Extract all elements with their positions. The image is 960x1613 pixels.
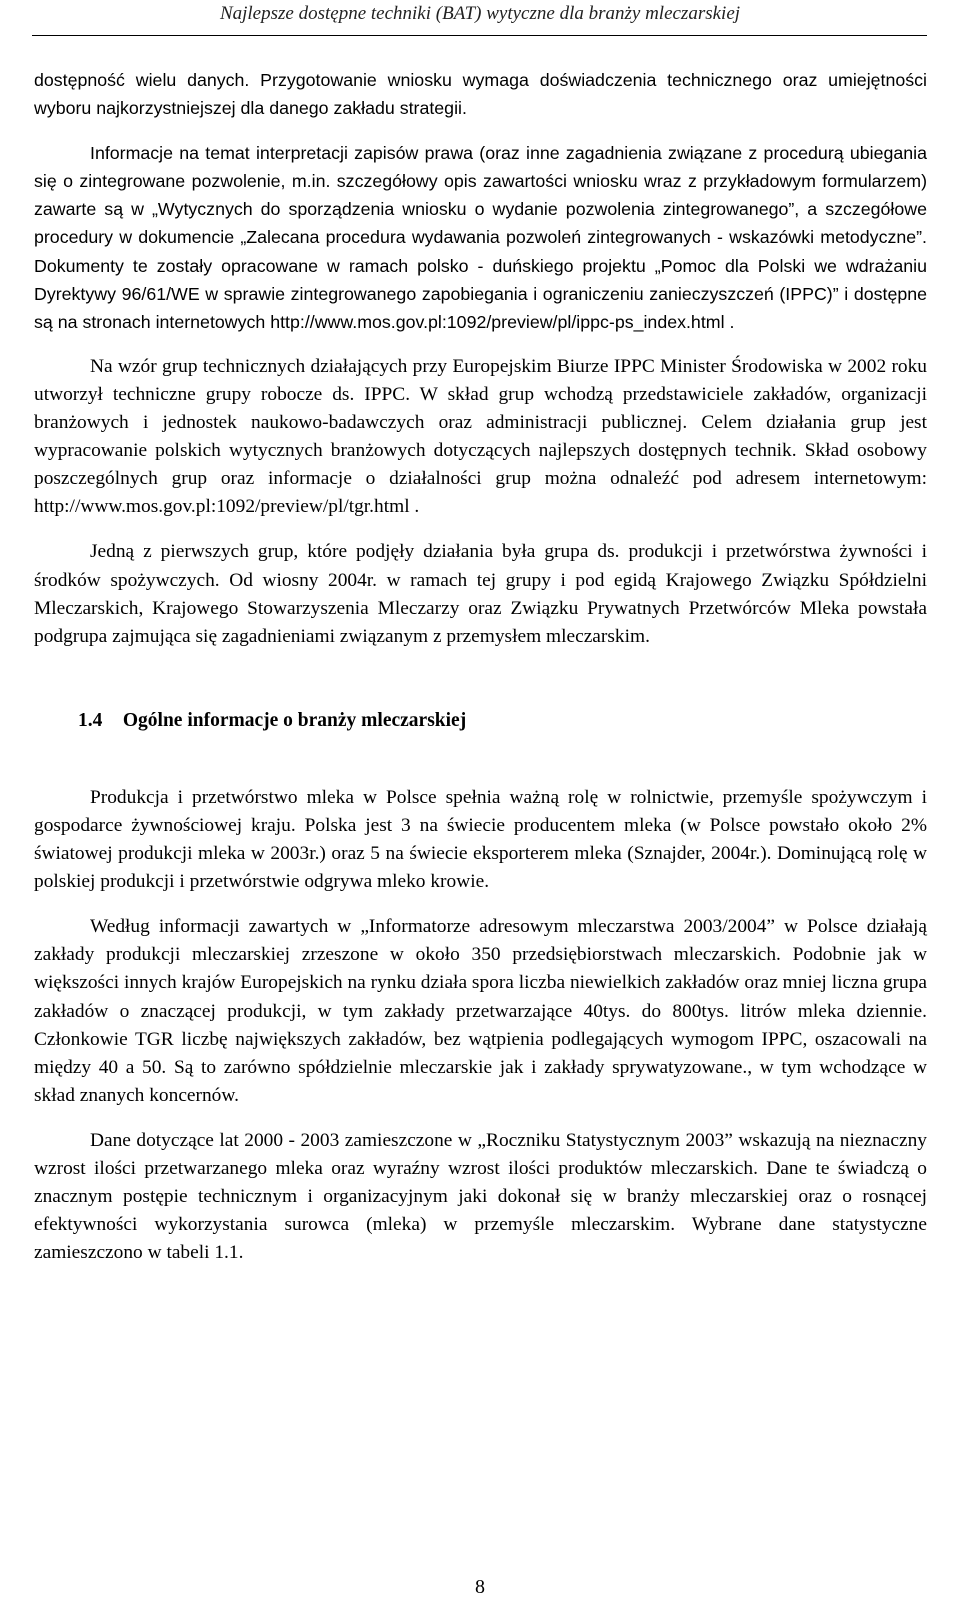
paragraph [34, 139, 927, 336]
section-title: Ogólne informacje o branży mleczarskiej [122, 709, 467, 731]
running-header: Najlepsze dostępne techniki (BAT) wytyczne dla branży mleczarskiej [219, 3, 741, 24]
paragraph: Na wzór grup technicznych działających przy Europejskim Biurze IPPC Minister Środowiska w 2002 roku utworzył techniczne grupy robocze ds. IPPC. W skład grup wchodzą przedstawiciele zakładów, organizacji branżowych i jednostek naukowo-badawczych oraz administracji publicznej. Celem działania grup jest wypracowanie polskich wytycznych branżowych dotyczących najlepszych dostępnych technik. Skład osobowy poszczególnych grup oraz informacje o działalności grup można odnaleźć pod adresem internetowym: http://www.mos.gov.pl:1092/preview/pl/tgr.html . [34, 355, 927, 518]
section-number: 1.4 [78, 709, 103, 731]
paragraph: Dane dotyczące lat 2000 - 2003 zamieszczone w „Roczniku Statystycznym 2003” wskazują na nieznaczny wzrost ilości przetwarzanego mleka oraz wyraźny wzrost ilości produktów mleczarskich. Dane te świadczą o znacznym postępie technicznym i organizacyjnym jaki dokonał się w branży mleczarskiej oraz o rosnącej efektywności wykorzystania surowca (mleka) w przemyśle mleczarskim. Wybrane dane statystyczne zamieszczono w tabeli 1.1. [34, 1129, 927, 1264]
section-heading [78, 707, 927, 735]
page-number: 8 [475, 1576, 485, 1598]
paragraph-part: Dokumenty te zostały opracowane w ramach polsko - duńskiego projektu „Pomoc dla Polski we wdrażaniu Dyrektywy 96/61/WE w sprawie zintegrowanego zapobiegania i ograniczeniu zanieczyszczeń (IPPC)” i dostępne są na stronach internetowych http://www.mos.gov.pl:1092/preview/pl/ippc-ps_index.html . [34, 255, 927, 332]
header-divider [32, 35, 927, 36]
document-body [34, 66, 927, 1267]
paragraph: dostępność wielu danych. Przygotowanie wniosku wymaga doświadczenia technicznego oraz umiejętności wyboru najkorzystniejszej dla danego zakładu strategii. [34, 70, 927, 119]
paragraph: Produkcja i przetwórstwo mleka w Polsce spełnia ważną rolę w rolnictwie, przemyśle spożywczym i gospodarce żywnościowej kraju. Polska jest 3 na świecie producentem mleka (w Polsce powstało około 2% światowej produkcji mleka w 2003r.) oraz 5 na świecie eksporterem mleka (Sznajder, 2004r.). Dominującą rolę w polskiej produkcji i przetwórstwie odgrywa mleko krowie. [34, 786, 927, 893]
paragraph-part: Informacje na temat interpretacji zapisów prawa (oraz inne zagadnienia związane z procedurą ubiegania się o zintegrowane pozwolenie, m.in. szczegółowy opis zawartości wniosku wraz z przykładowym formularzem) zawarte są w „Wytycznych do sporządzenia wniosku o wydanie pozwolenia zintegrowanego”, a szczegółowe procedury w dokumencie „Zalecana procedura wydawania pozwoleń zintegrowanych - wskazówki metodyczne”. [34, 143, 927, 248]
paragraph: Według informacji zawartych w „Informatorze adresowym mleczarstwa 2003/2004” w Polsce działają zakłady produkcji mleczarskiej zrzeszone w około 350 przedsiębiorstwach mleczarskich. Podobnie jak w większości innych krajów Europejskich na rynku działa spora liczba niewielkich zakładów oraz mniej liczna grupa zakładów o znaczącej produkcji, w tym zakłady przetwarzające 40tys. do 800tys. litrów mleka dziennie. Członkowie TGR liczbę największych zakładów, bez wątpienia podlegających wymogom IPPC, oszacowali na między 40 a 50. Są to zarówno spółdzielnie mleczarskie jak i zakłady sprywatyzowane., w tym wchodzące w skład znanych koncernów. [34, 916, 927, 1106]
paragraph: Jedną z pierwszych grup, które podjęły działania była grupa ds. produkcji i przetwórstwa żywności i środków spożywczych. Od wiosny 2004r. w ramach tej grupy i pod egidą Krajowego Związku Spółdzielni Mleczarskich, Krajowego Stowarzyszenia Mleczarzy oraz Związku Prywatnych Przetwórców Mleka powstała podgrupa zajmująca się zagadnieniami związanym z przemysłem mleczarskim. [34, 541, 927, 647]
